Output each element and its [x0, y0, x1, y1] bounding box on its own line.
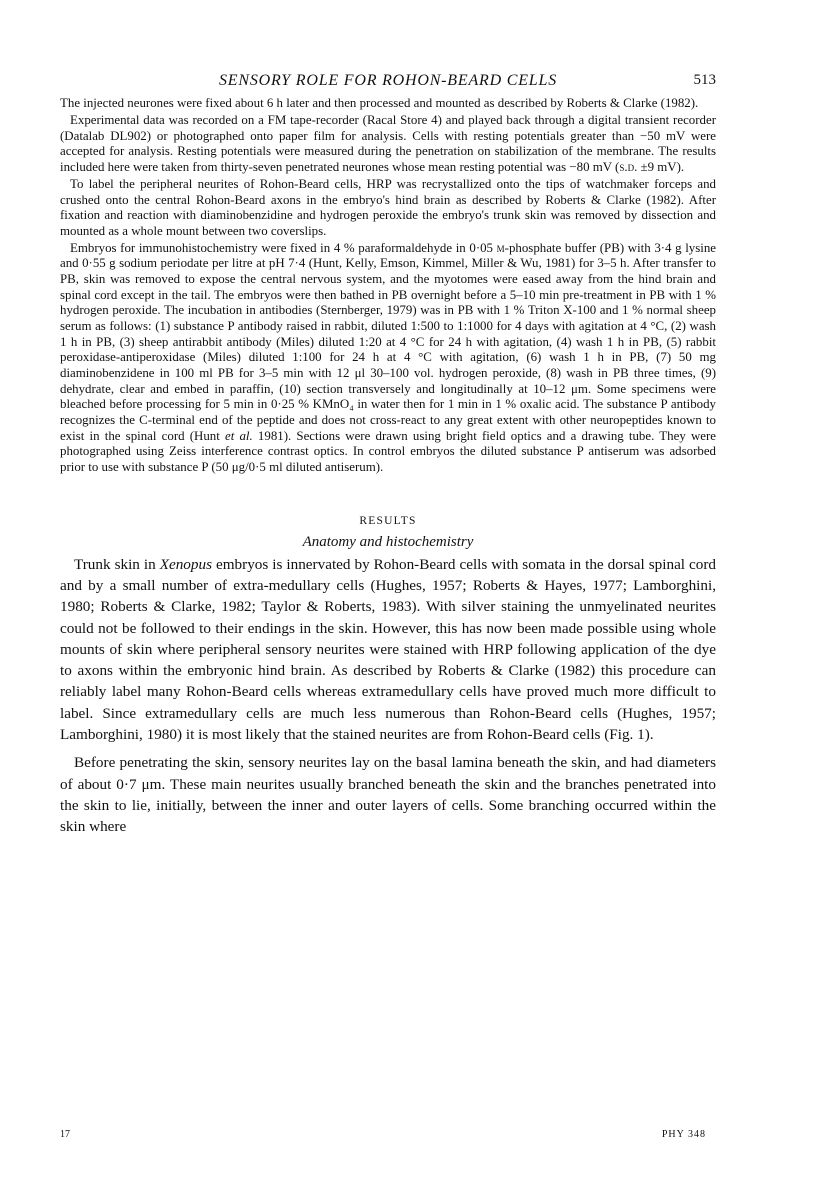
methods-paragraph-2-text-a: Experimental data was recorded on a FM tape-recorder (Racal Store 4) and played back through a digital transient recorder (Datalab DL902) or photographed onto paper film for analysis. Cells with resting potentials greater than −50 mV were accepted for analysis. Resting potentials were measured during the penetration on stabilization of the membrane. The results included here were taken from thirty-seven penetrated neurones whose mean resting potential was −80 mV (	[60, 112, 716, 174]
methods-paragraph-4-text-c: 1981). Sections were drawn using bright field optics and a drawing tube. They were photographed using Zeiss interference contrast optics. In control embryos the diluted substance P antiserum was adsorbed prior to use with substance P (50 μg/0·5 ml diluted antiserum).	[60, 428, 716, 474]
methods-paragraph-4-text-a: Embryos for immunohistochemistry were fixed in 4 % paraformaldehyde in 0·05	[70, 240, 497, 255]
methods-paragraph-4	[60, 241, 716, 476]
results-paragraph-1-text-a: Trunk skin in	[74, 555, 160, 573]
results-paragraph-1-text-b: embryos is innervated by Rohon-Beard cells with somata in the dorsal spinal cord and by a small number of extra-medullary cells (Hughes, 1957; Roberts & Hayes, 1977; Lamborghini, 1980; Roberts & Clarke, 1982; Taylor & Roberts, 1983). With silver staining the unmyelinated neurites could not be followed to their endings in the skin. However, this has now been made possible using whole mounts of skin where peripheral sensory neurites were stained with HRP following application of the dye to axons within the embryonic hind brain. As described by Roberts & Clarke (1982) this procedure can reliably label many Rohon-Beard cells whereas extramedullary cells have proved much more difficult to label. Since extramedullary cells are much less numerous than Rohon-Beard cells (Hughes, 1957; Lamborghini, 1980) it is most likely that the stained neurites are from Rohon-Beard cells (Fig. 1).	[60, 555, 716, 744]
methods-paragraph-2	[60, 113, 716, 176]
xenopus-term: Xenopus	[159, 555, 212, 573]
results-paragraph-1	[60, 554, 716, 746]
journal-code: PHY 348	[661, 1129, 706, 1140]
page-footer	[60, 1129, 716, 1145]
sd-abbreviation: s.d.	[619, 159, 638, 174]
methods-section	[60, 96, 716, 476]
methods-paragraph-2-text-b: ±9 mV).	[637, 159, 685, 174]
methods-paragraph-1: The injected neurones were fixed about 6 h later and then processed and mounted as described by Roberts & Clarke (1982).	[60, 96, 699, 110]
results-heading: RESULTS	[359, 514, 417, 527]
molar-unit: m	[496, 240, 505, 255]
running-title: SENSORY ROLE FOR ROHON-BEARD CELLS	[218, 72, 557, 89]
results-section	[60, 554, 716, 838]
methods-paragraph-3: To label the peripheral neurites of Rohon-Beard cells, HRP was recrystallized onto the tips of watchmaker forceps and crushed onto the central Rohon-Beard axons in the embryo's hind brain as described by Roberts & Clarke (1982). After fixation and reaction with diaminobenzidine and hydrogen peroxide the embryo's trunk skin was removed by dissection and mounted as a whole mount between two coverslips.	[60, 176, 716, 238]
methods-paragraph-4-text-b: -phosphate buffer (PB) with 3·4 g lysine and 0·55 g sodium periodate per litre at pH 7·4 (Hunt, Kelly, Emson, Kimmel, Miller & Wu, 1981) for 3–5 h. After transfer to PB, skin was removed to expose the central nervous system, and the myotomes were eased away from the hind brain and spinal cord except in the tail. The embryos were then bathed in PB overnight before a 5–10 min pre-treatment in PB with 1 % hydrogen peroxide. The incubation in antibodies (Sternberger, 1979) was in PB with 1 % Triton X-100 and 1 % normal sheep serum as follows: (1) substance P antibody raised in rabbit, diluted 1:500 to 1:1000 for 4 days with agitation at 4 °C, (2) wash 1 h in PB, (3) sheep antirabbit antibody (Miles) diluted 1:20 at 4 °C for 24 h with agitation, (4) wash 1 h in PB, (5) rabbit peroxidase-antiperoxidase (Miles) diluted 1:100 for 24 h at 4 °C with agitation, (6) wash 1 h in PB, (7) 50 mg diaminobenzidene in 100 ml PB for 3–5 min with 12 μl 30–100 vol. hydrogen peroxide, (8) wash in PB three times, (9) dehydrate, clear and embed in paraffin, (10) section transversely and longitudinally at 10–12 μm. Some specimens were bleached before processing for 5 min in 0·25 % KMnO₄ in water then for 1 min in 1 % oxalic acid. The substance P antibody recognizes the C-terminal end of the peptide and does not cross-react to any great extent with other neuropeptides known to exist in the spinal cord (Hunt	[60, 240, 717, 443]
signature-number: 17	[60, 1129, 70, 1140]
et-al-citation: et al.	[225, 428, 253, 443]
results-paragraph-2: Before penetrating the skin, sensory neurites lay on the basal lamina beneath the skin, and had diameters of about 0·7 μm. These main neurites usually branched beneath the skin and the branches penetrated into the skin to lie, initially, between the inner and outer layers of cells. Some branching occurred within the skin where	[60, 754, 716, 836]
page-number: 513	[693, 72, 716, 88]
journal-page	[60, 66, 716, 845]
results-subheading: Anatomy and histochemistry	[302, 533, 474, 550]
running-head	[60, 66, 716, 96]
